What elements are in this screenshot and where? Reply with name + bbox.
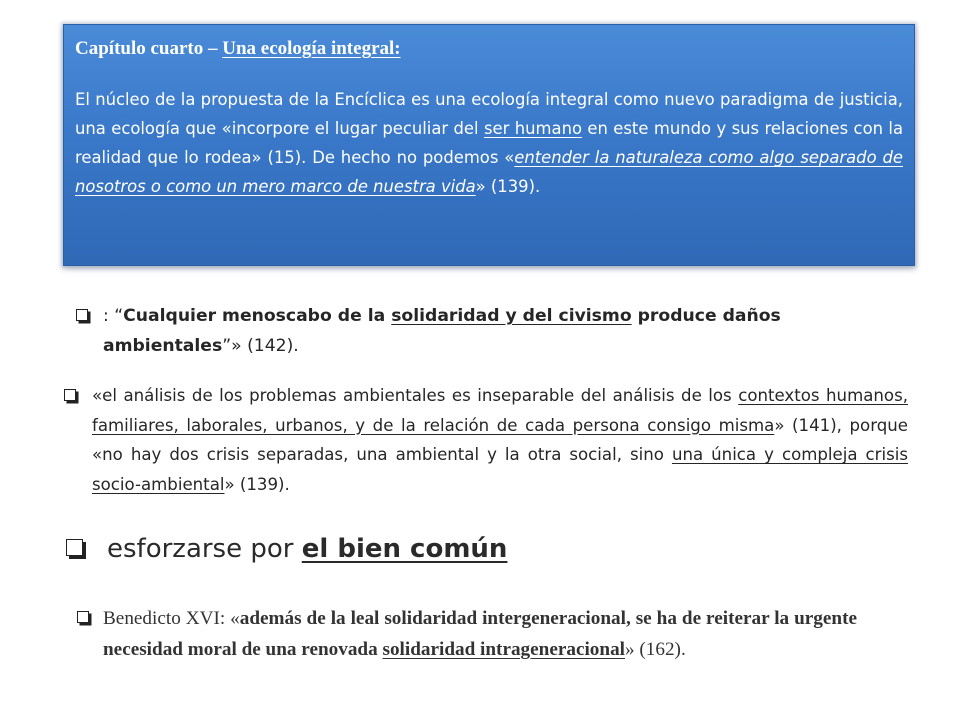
- summary-text-part: » (139).: [475, 177, 541, 196]
- bullet-text: : “Cualquier menoscabo de la solidaridad y del civismo produce daños ambientales”» (142).: [103, 306, 781, 356]
- bullet-item-bien-comun: [66, 529, 666, 569]
- underlined-phrase: contextos humanos, familiares, laborales, urbanos, y de la relación de cada persona consigo misma: [92, 386, 908, 435]
- bullet-item-civismo: [76, 301, 876, 361]
- bullet-text: «el análisis de los problemas ambientales es inseparable del análisis de los contextos humanos, familiares, laborales, urbanos, y de la relación de cada persona consigo misma» (141), porque «no hay dos crisis separadas, una ambiental y la otra social, sino una única y compleja crisis socio-ambiental» (139).: [92, 386, 908, 494]
- checkbox-bullet-icon: [64, 389, 76, 401]
- chapter-title-prefix: Capítulo cuarto –: [75, 38, 223, 59]
- bullet-heading: esforzarse por el bien común: [107, 534, 508, 564]
- checkbox-bullet-icon: [66, 539, 83, 556]
- chapter-title-underlined: Una ecología integral:: [222, 38, 401, 59]
- chapter-summary-box: [63, 24, 915, 266]
- bullet-item-benedicto: [77, 603, 857, 665]
- underlined-phrase: solidaridad y del civismo: [391, 306, 632, 326]
- checkbox-bullet-icon: [77, 611, 89, 623]
- summary-text-part: El núcleo de la propuesta de la Encíclica es una ecología integral como nuevo paradigma de justicia, una ecología que «incorpore el lugar peculiar del: [75, 90, 903, 138]
- underlined-phrase: solidaridad intrageneracional: [382, 639, 625, 660]
- checkbox-bullet-icon: [76, 309, 88, 321]
- summary-underlined-phrase: ser humano: [484, 119, 582, 138]
- bullet-item-analisis: [64, 381, 908, 499]
- chapter-title: [75, 37, 903, 61]
- bullet-text: Benedicto XVI: «además de la leal solidaridad intergeneracional, se ha de reiterar la urgente necesidad moral de una renovada solidaridad intrageneracional» (162).: [103, 608, 857, 660]
- summary-text-part: en este mundo y sus relaciones con la realidad que lo rodea» (15). De hecho no podemos «: [75, 119, 903, 167]
- underlined-phrase: una única y compleja crisis socio-ambiental: [92, 445, 908, 494]
- underlined-phrase: el bien común: [301, 534, 508, 564]
- summary-italic-quote: entender la naturaleza como algo separado de nosotros o como un mero marco de nuestra vida: [75, 148, 903, 196]
- chapter-summary-text: [75, 85, 903, 201]
